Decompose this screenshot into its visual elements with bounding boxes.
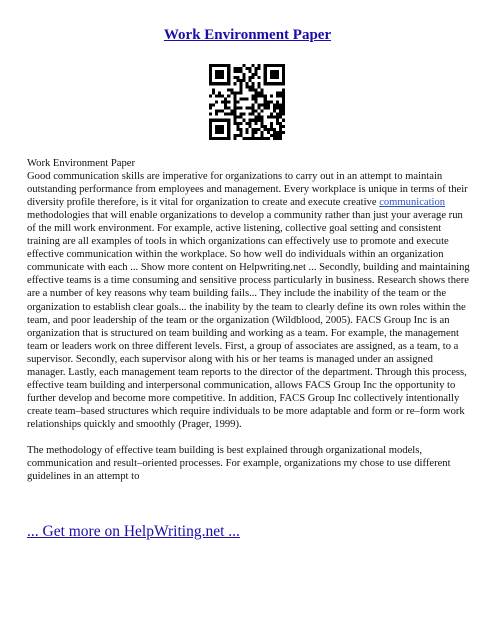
paragraph-text: Good communication skills are imperative for organizations to carry out in an attempt to maintain outstanding performance from employees and management. Every workplace is unique in terms of their diversity profile therefore, is it vital for organization to create and execute creative: [27, 171, 468, 209]
qr-code-icon: [209, 64, 285, 140]
body-paragraph-2: The methodology of effective team building is best explained through organizational models, communication and result–oriented processes. For example, organizations my chose to use different guidelines in an attempt to: [27, 444, 451, 483]
get-more-link[interactable]: ... Get more on HelpWriting.net ...: [27, 523, 240, 540]
communication-link[interactable]: communication: [379, 197, 446, 209]
document-title[interactable]: Work Environment Paper: [163, 27, 332, 43]
body-paragraph-1: [27, 170, 471, 431]
paragraph-gap: [27, 431, 471, 444]
paragraph-text: methodologies that will enable organizations to develop a community rather than just your average run of the mill work environment. For example, active listening, collective goal setting and consistent training are all examples of tools in which organizations can effectively use to promote and execute effective communication within the workplace. So how well do individuals within an organization communicate with each ... Show more content on Helpwriting.net ... Secondly, building and maintaining effective teams is a time consuming and sensitive process particularly in business. Research shows there are a number of key reasons why team building fails... They include the inability of the team or the organization to establish clear goals... the inability by the team to clearly define its own roles within the team, and poor leadership of the team or the organization (Wildblood, 2005). FACS Group Inc is an organization that is structured on team building and working as a team. For example, the management team or leaders work on three different levels. First, a group of associates are assigned, as a team, to a supervisor. Secondly, each supervisor along with his or her teams is managed under an assigned manager. Lastly, each management team reports to the director of the department. Through this process, effective team building and interpersonal communication, allows FACS Group Inc the opportunity to further develop and become more competitive. In addition, FACS Group Inc collectively intentionally create team–based structures which require individuals to be more adaptable and form or re–form work relationships quickly and smoothly (Prager, 1999).: [27, 210, 470, 430]
document-body: [27, 157, 471, 483]
body-heading: Work Environment Paper: [27, 158, 136, 169]
